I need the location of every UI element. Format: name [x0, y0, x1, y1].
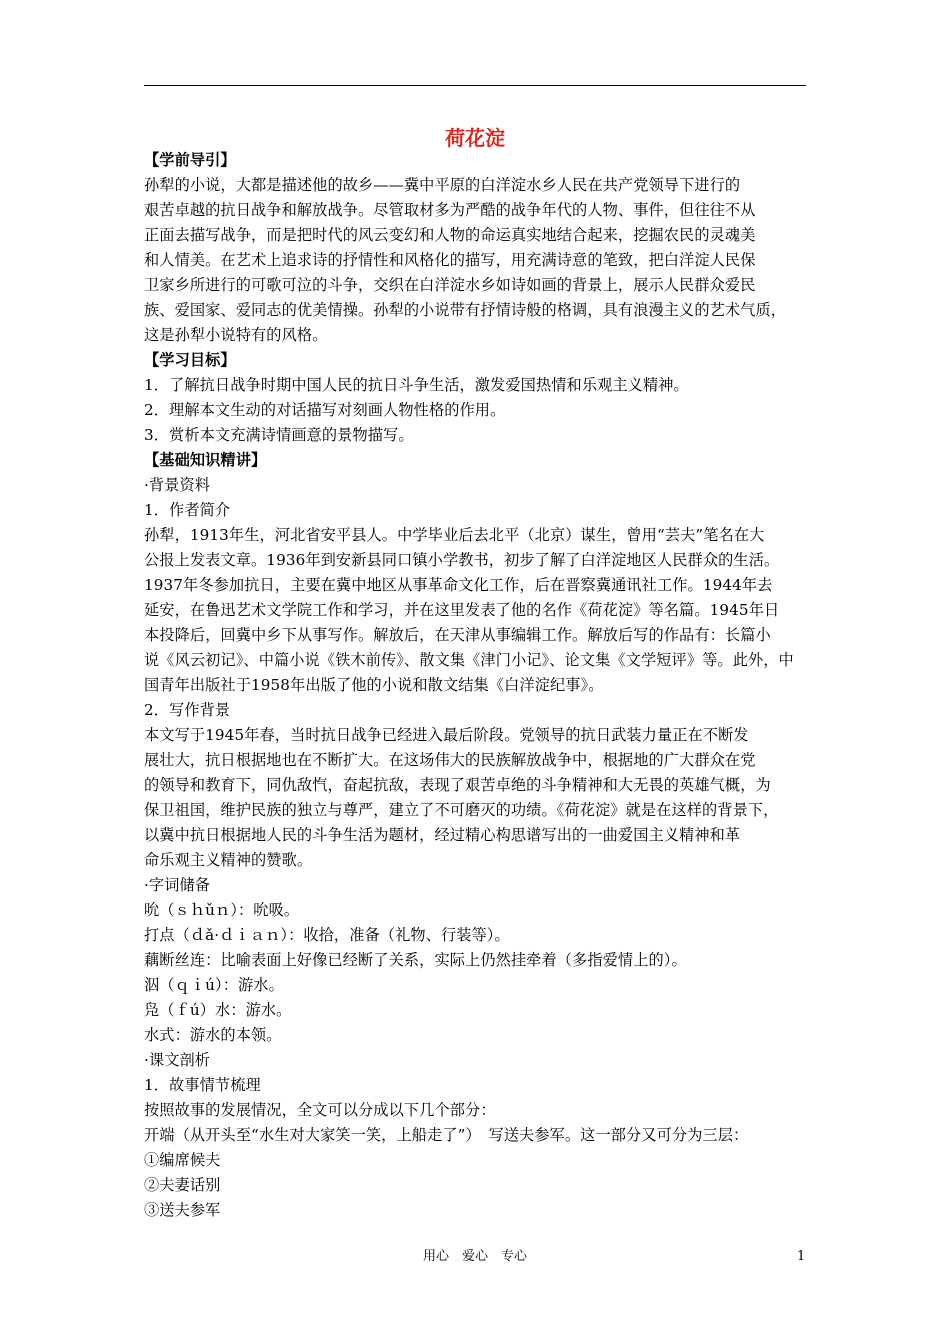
document-title: 荷花淀 [445, 126, 505, 150]
page-footer: 用心 爱心 专心 [422, 1249, 527, 1264]
text-line: 的领导和教育下，同仇敌忾，奋起抗敌，表现了艰苦卓绝的斗争精神和大无畏的英雄气概，为 [144, 776, 771, 794]
section-heading: 【学前导引】 [144, 151, 236, 169]
text-line: 保卫祖国，维护民族的独立与尊严，建立了不可磨灭的功绩。《荷花淀》就是在这样的背景下， [144, 801, 779, 819]
text-line: ③送夫参军 [144, 1201, 221, 1219]
text-line: 本文写于1945年春，当时抗日战争已经进入最后阶段。党领导的抗日武装力量正在不断发 [144, 726, 749, 744]
text-line: 本投降后，回冀中乡下从事写作。解放后，在天津从事编辑工作。解放后写的作品有：长篇小 [144, 626, 771, 644]
text-line: 泅（ｑｉú）：游水。 [144, 976, 284, 994]
text-line: 1．故事情节梳理 [144, 1076, 261, 1094]
text-line: 卫家乡所进行的可歌可泣的斗争，交织在白洋淀水乡如诗如画的背景上，展示人民群众爱民 [144, 276, 756, 294]
text-line: ②夫妻话别 [144, 1176, 221, 1194]
text-line: 展壮大，抗日根据地也在不断扩大。在这场伟大的民族解放战争中，根据地的广大群众在党 [144, 751, 756, 769]
section-heading: 【基础知识精讲】 [144, 451, 267, 469]
text-line: 1．了解抗日战争时期中国人民的抗日斗争生活，激发爱国热情和乐观主义精神。 [144, 376, 689, 394]
text-line: 2．写作背景 [144, 701, 231, 719]
text-line: 2．理解本文生动的对话描写对刻画人物性格的作用。 [144, 401, 506, 419]
text-line: 族、爱国家、爱同志的优美情操。孙犁的小说带有抒情诗般的格调，具有浪漫主义的艺术气质， [144, 301, 787, 319]
text-line: 按照故事的发展情况，全文可以分成以下几个部分： [144, 1101, 496, 1119]
text-line: 孙犁，1913年生，河北省安平县人。中学毕业后去北平（北京）谋生，曾用“芸夫”笔名在大 [144, 526, 765, 544]
text-line: 吮（ｓｈǔｎ）：吮吸。 [144, 901, 300, 919]
text-line: 正面去描写战争，而是把时代的风云变幻和人物的命运真实地结合起来，挖掘农民的灵魂美 [144, 226, 756, 244]
text-line: 和人情美。在艺术上追求诗的抒情性和风格化的描写，用充满诗意的笔致，把白洋淀人民保 [144, 251, 756, 269]
text-line: 公报上发表文章。1936年到安新县同口镇小学教书，初步了解了白洋淀地区人民群众的生活。 [144, 551, 780, 569]
text-line: 打点（ｄǎ·ｄｉａｎ）：收拾，准备（礼物、行装等）。 [144, 926, 510, 944]
text-line: 以冀中抗日根据地人民的斗争生活为题材，经过精心构思谱写出的一曲爱国主义精神和革 [144, 826, 741, 844]
header-rule [144, 85, 806, 86]
text-line: 命乐观主义精神的赞歌。 [144, 851, 313, 869]
text-line: ·背景资料 [144, 476, 211, 494]
text-line: 说《风云初记》、中篇小说《铁木前传》、散文集《津门小记》、论文集《文学短评》等。此外，中 [144, 651, 794, 669]
page-number: 1 [797, 1249, 806, 1264]
text-line: 国青年出版社于1958年出版了他的小说和散文结集《白洋淀纪事》。 [144, 676, 604, 694]
document-body [144, 148, 814, 1223]
text-line: 凫（ｆú）水：游水。 [144, 1001, 292, 1019]
text-line: 1．作者简介 [144, 501, 231, 519]
section-heading: 【学习目标】 [144, 351, 236, 369]
text-line: 艰苦卓越的抗日战争和解放战争。尽管取材多为严酷的战争年代的人物、事件，但往往不从 [144, 201, 756, 219]
text-line: ·字词储备 [144, 876, 211, 894]
text-line: ·课文剖析 [144, 1051, 211, 1069]
text-line: 开端（从开头至“水生对大家笑一笑，上船走了”） 写送夫参军。这一部分又可分为三层： [144, 1126, 749, 1144]
text-line: 藕断丝连：比喻表面上好像已经断了关系，实际上仍然挂牵着（多指爱情上的）。 [144, 951, 687, 969]
text-line: 这是孙犁小说特有的风格。 [144, 326, 328, 344]
text-line: 孙犁的小说，大都是描述他的故乡——冀中平原的白洋淀水乡人民在共产党领导下进行的 [144, 176, 741, 194]
text-line: 1937年冬参加抗日，主要在冀中地区从事革命文化工作，后在晋察冀通讯社工作。1944年去 [144, 576, 773, 594]
text-line: 延安，在鲁迅艺术文学院工作和学习，并在这里发表了他的名作《荷花淀》等名篇。1945年日 [144, 601, 780, 619]
text-line: ①编席候夫 [144, 1151, 221, 1169]
text-line: 3．赏析本文充满诗情画意的景物描写。 [144, 426, 414, 444]
text-line: 水式：游水的本领。 [144, 1026, 282, 1044]
